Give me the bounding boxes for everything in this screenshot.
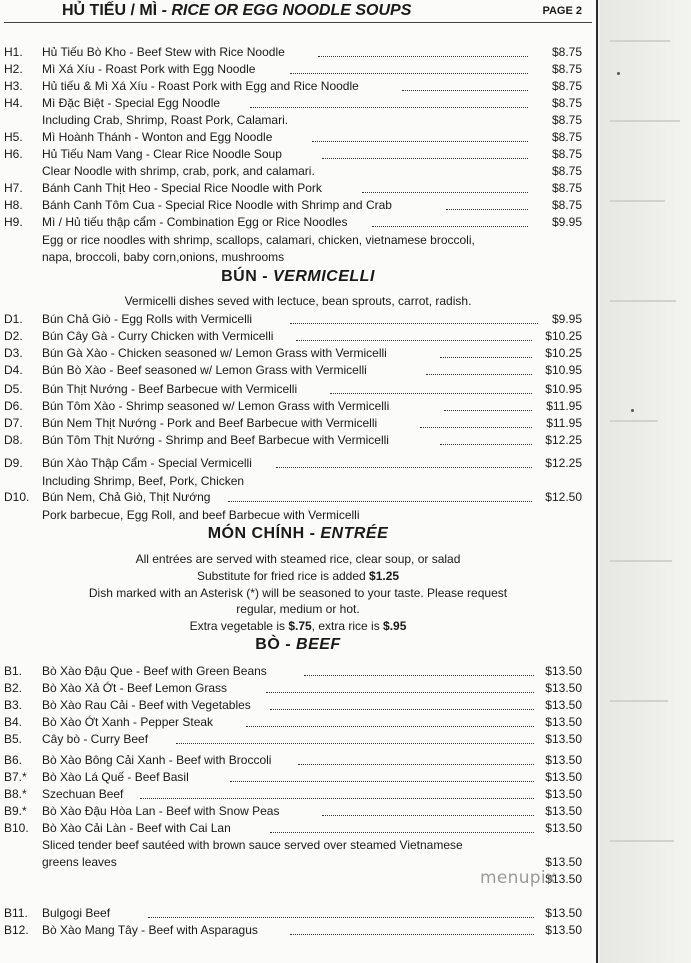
entree-section-title: MÓN CHÍNH - ENTRÉE bbox=[207, 525, 389, 542]
menu-item-h6-note: Clear Noodle with shrimp, crab, pork, and calamari. $8.75 bbox=[42, 164, 582, 178]
vermicelli-section-title: BÚN - VERMICELLI bbox=[221, 268, 375, 285]
page-number: PAGE 2 bbox=[542, 5, 582, 17]
menu-item-b12: B12. Bò Xào Mang Tây - Beef with Asparagus $13.50 bbox=[4, 923, 582, 937]
entree-note-5: Extra vegetable is $.75, extra rice is $.95 bbox=[189, 619, 407, 633]
menu-item-d10: D10. Bún Nem, Chả Giò, Thịt Nướng $12.50 bbox=[4, 490, 582, 504]
h9-note-line-2: napa, broccoli, baby corn,onions, mushrooms bbox=[42, 250, 285, 264]
scan-speck bbox=[631, 409, 634, 412]
b10-note-line-1: Sliced tender beef sautéed with brown sauce served over steamed Vietnamese bbox=[42, 838, 463, 852]
page-header bbox=[0, 0, 596, 24]
watermark: menupix bbox=[480, 868, 557, 888]
menu-item-h2: H2. Mì Xá Xíu - Roast Pork with Egg Noodle $8.75 bbox=[4, 62, 582, 76]
beef-title-eng: BEEF bbox=[296, 636, 341, 653]
h9-note-line-1: Egg or rice noodles with shrimp, scallops, calamari, chicken, vietnamese broccoli, bbox=[42, 233, 475, 247]
menu-item-d1: D1. Bún Chả Giò - Egg Rolls with Vermicelli $9.95 bbox=[4, 312, 582, 326]
menu-item-b2: B2. Bò Xào Xả Ớt - Beef Lemon Grass $13.50 bbox=[4, 681, 582, 695]
menu-item-b5: B5. Cây bò - Curry Beef $13.50 bbox=[4, 732, 582, 746]
menu-item-d4: D4. Bún Bò Xào - Beef seasoned w/ Lemon Grass with Vermicelli $10.95 bbox=[4, 363, 582, 377]
entree-note-4: regular, medium or hot. bbox=[236, 602, 360, 616]
menu-item-d8: D8. Bún Tôm Thịt Nướng - Shrimp and Beef Barbecue with Vermicelli $12.25 bbox=[4, 433, 582, 447]
menu-item-h9: H9. Mì / Hủ tiếu thập cẩm - Combination Egg or Rice Noodles $9.95 bbox=[4, 215, 582, 229]
d9-note: Including Shrimp, Beef, Pork, Chicken bbox=[42, 474, 245, 488]
menu-item-h1: H1. Hủ Tiếu Bò Kho - Beef Stew with Rice Noodle $8.75 bbox=[4, 45, 582, 59]
menu-item-b8: B8.* Szechuan Beef $13.50 bbox=[4, 787, 582, 801]
menu-item-h6: H6. Hủ Tiếu Nam Vang - Clear Rice Noodle Soup $8.75 bbox=[4, 147, 582, 161]
vermicelli-title-eng: VERMICELLI bbox=[273, 268, 375, 285]
noodle-title-viet: HỦ TIẾU / MÌ bbox=[62, 2, 158, 19]
entree-title-eng: ENTRÉE bbox=[320, 525, 389, 542]
menu-item-d5: D5. Bún Thịt Nướng - Beef Barbecue with Vermicelli $10.95 bbox=[4, 382, 582, 396]
beef-title-viet: BÒ bbox=[255, 636, 281, 653]
vermicelli-title-viet: BÚN bbox=[221, 268, 258, 285]
adjacent-page-edge bbox=[600, 0, 691, 963]
menu-item-d9: D9. Bún Xào Thập Cẩm - Special Vermicelli $12.25 bbox=[4, 456, 582, 470]
menu-item-d2: D2. Bún Cây Gà - Curry Chicken with Vermicelli $10.25 bbox=[4, 329, 582, 343]
menu-item-b4: B4. Bò Xào Ớt Xanh - Pepper Steak $13.50 bbox=[4, 715, 582, 729]
noodle-section-title: HỦ TIẾU / MÌ - RICE OR EGG NOODLE SOUPS bbox=[62, 2, 412, 19]
menu-item-b7: B7.* Bò Xào Lá Quế - Beef Basil $13.50 bbox=[4, 770, 582, 784]
menu-item-b1: B1. Bò Xào Đậu Que - Beef with Green Beans $13.50 bbox=[4, 664, 582, 678]
menu-item-b9: B9.* Bò Xào Đậu Hòa Lan - Beef with Snow Peas $13.50 bbox=[4, 804, 582, 818]
d10-note: Pork barbecue, Egg Roll, and beef Barbecue with Vermicelli bbox=[42, 508, 360, 522]
entree-note-1: All entrées are served with steamed rice, clear soup, or salad bbox=[135, 552, 461, 566]
menu-item-b10: B10. Bò Xào Cải Làn - Beef with Cai Lan $13.50 bbox=[4, 821, 582, 835]
scan-speck bbox=[617, 72, 620, 75]
b10-note-line-2: greens leaves bbox=[42, 855, 117, 869]
menu-item-h3: H3. Hủ tiếu & Mì Xá Xíu - Roast Pork with Egg and Rice Noodle $8.75 bbox=[4, 79, 582, 93]
menu-item-d6: D6. Bún Tôm Xào - Shrimp seasoned w/ Lemon Grass with Vermicelli $11.95 bbox=[4, 399, 582, 413]
menu-item-d3: D3. Bún Gà Xào - Chicken seasoned w/ Lemon Grass with Vermicelli $10.25 bbox=[4, 346, 582, 360]
menu-item-h8: H8. Bánh Canh Tôm Cua - Special Rice Noodle with Shrimp and Crab $8.75 bbox=[4, 198, 582, 212]
menu-item-b6: B6. Bò Xào Bông Cải Xanh - Beef with Broccoli $13.50 bbox=[4, 753, 582, 767]
noodle-title-eng: RICE OR EGG NOODLE SOUPS bbox=[171, 2, 412, 19]
menu-item-h5: H5. Mì Hoành Thánh - Wonton and Egg Noodle $8.75 bbox=[4, 130, 582, 144]
header-rule bbox=[4, 22, 592, 23]
menu-item-h4-note: Including Crab, Shrimp, Roast Pork, Calamari. $8.75 bbox=[42, 113, 582, 127]
menu-item-h4: H4. Mì Đặc Biệt - Special Egg Noodle $8.75 bbox=[4, 96, 582, 110]
entree-note-3: Dish marked with an Asterisk (*) will be seasoned to your taste. Please request bbox=[88, 586, 508, 600]
vermicelli-intro: Vermicelli dishes seved with lectuce, bean sprouts, carrot, radish. bbox=[124, 294, 472, 308]
beef-section-title: BÒ - BEEF bbox=[255, 636, 341, 653]
b10-extra-price-1: $13.50 bbox=[545, 855, 582, 869]
menu-item-h7: H7. Bánh Canh Thịt Heo - Special Rice Noodle with Pork $8.75 bbox=[4, 181, 582, 195]
menu-item-d7: D7. Bún Nem Thịt Nướng - Pork and Beef Barbecue with Vermicelli $11.95 bbox=[4, 416, 582, 430]
entree-title-viet: MÓN CHÍNH bbox=[207, 525, 305, 542]
menu-item-b11: B11. Bulgogi Beef $13.50 bbox=[4, 906, 582, 920]
menu-item-b3: B3. Bò Xào Rau Cải - Beef with Vegetables $13.50 bbox=[4, 698, 582, 712]
entree-note-2: Substitute for fried rice is added $1.25 bbox=[196, 569, 400, 583]
b10-extra-price-2: $13.50 bbox=[545, 872, 582, 886]
